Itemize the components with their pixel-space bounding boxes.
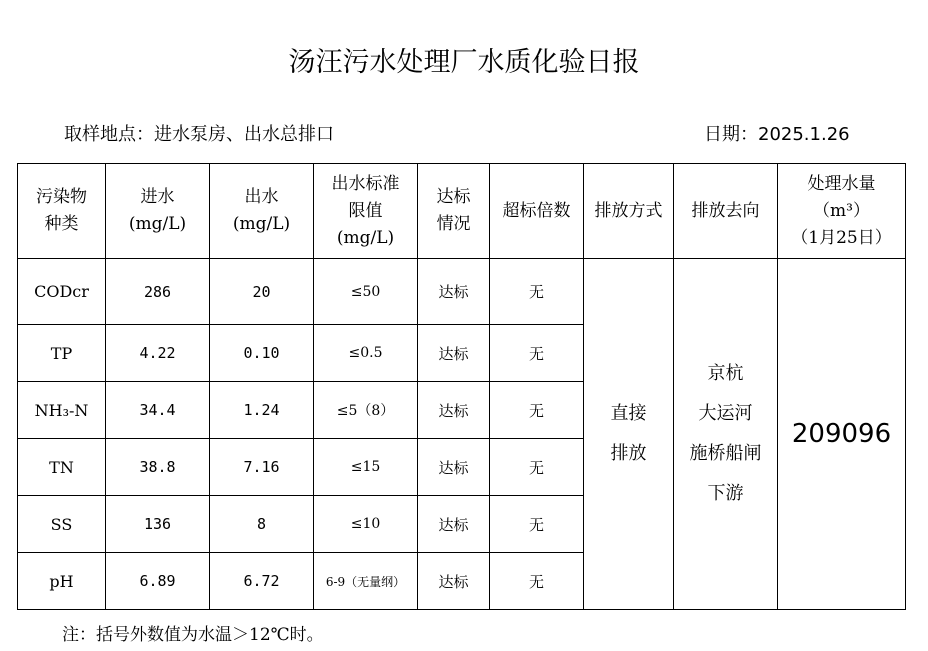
discharge-method-cell: 直接 排放: [584, 259, 674, 610]
header-volume: 处理水量 （m³） （1月25日）: [778, 164, 906, 259]
exceed-value: 无: [490, 439, 584, 496]
influent-value: 136: [106, 496, 210, 553]
limit-value: ≤10: [314, 496, 418, 553]
effluent-value: 1.24: [210, 382, 314, 439]
influent-value: 6.89: [106, 553, 210, 610]
discharge-destination-cell: 京杭 大运河 施桥船闸 下游: [674, 259, 778, 610]
exceed-value: 无: [490, 553, 584, 610]
limit-value: ≤5（8）: [314, 382, 418, 439]
effluent-value: 0.10: [210, 325, 314, 382]
effluent-value: 7.16: [210, 439, 314, 496]
header-discharge-method: 排放方式: [584, 164, 674, 259]
pollutant-name: CODcr: [18, 259, 106, 325]
influent-value: 286: [106, 259, 210, 325]
effluent-value: 6.72: [210, 553, 314, 610]
header-row: [18, 164, 906, 259]
table-row: [18, 259, 906, 325]
sampling-location: 取样地点：进水泵房、出水总排口: [64, 124, 334, 145]
header-discharge-dest: 排放去向: [674, 164, 778, 259]
limit-value: ≤0.5: [314, 325, 418, 382]
limit-value: 6-9（无量纲）: [314, 553, 418, 610]
pollutant-name: SS: [18, 496, 106, 553]
pollutant-name: NH₃-N: [18, 382, 106, 439]
water-quality-table: [17, 163, 906, 610]
exceed-value: 无: [490, 496, 584, 553]
status-value: 达标: [418, 382, 490, 439]
pollutant-name: pH: [18, 553, 106, 610]
effluent-value: 20: [210, 259, 314, 325]
footnote: 注：括号外数值为水温＞12℃时。: [62, 625, 324, 645]
exceed-value: 无: [490, 259, 584, 325]
status-value: 达标: [418, 439, 490, 496]
header-exceed: 超标倍数: [490, 164, 584, 259]
report-title: 汤汪污水处理厂水质化验日报: [288, 47, 640, 78]
influent-value: 34.4: [106, 382, 210, 439]
exceed-value: 无: [490, 325, 584, 382]
status-value: 达标: [418, 553, 490, 610]
exceed-value: 无: [490, 382, 584, 439]
pollutant-name: TP: [18, 325, 106, 382]
status-value: 达标: [418, 259, 490, 325]
limit-value: ≤50: [314, 259, 418, 325]
limit-value: ≤15: [314, 439, 418, 496]
treated-volume: 209096: [778, 259, 906, 610]
header-status: 达标 情况: [418, 164, 490, 259]
status-value: 达标: [418, 325, 490, 382]
influent-value: 38.8: [106, 439, 210, 496]
status-value: 达标: [418, 496, 490, 553]
header-effluent: 出水 (mg/L): [210, 164, 314, 259]
pollutant-name: TN: [18, 439, 106, 496]
influent-value: 4.22: [106, 325, 210, 382]
header-pollutant: 污染物 种类: [18, 164, 106, 259]
header-influent: 进水 (mg/L): [106, 164, 210, 259]
effluent-value: 8: [210, 496, 314, 553]
header-limit: 出水标准 限值 (mg/L): [314, 164, 418, 259]
report-date: 日期：2025.1.26: [704, 124, 850, 145]
